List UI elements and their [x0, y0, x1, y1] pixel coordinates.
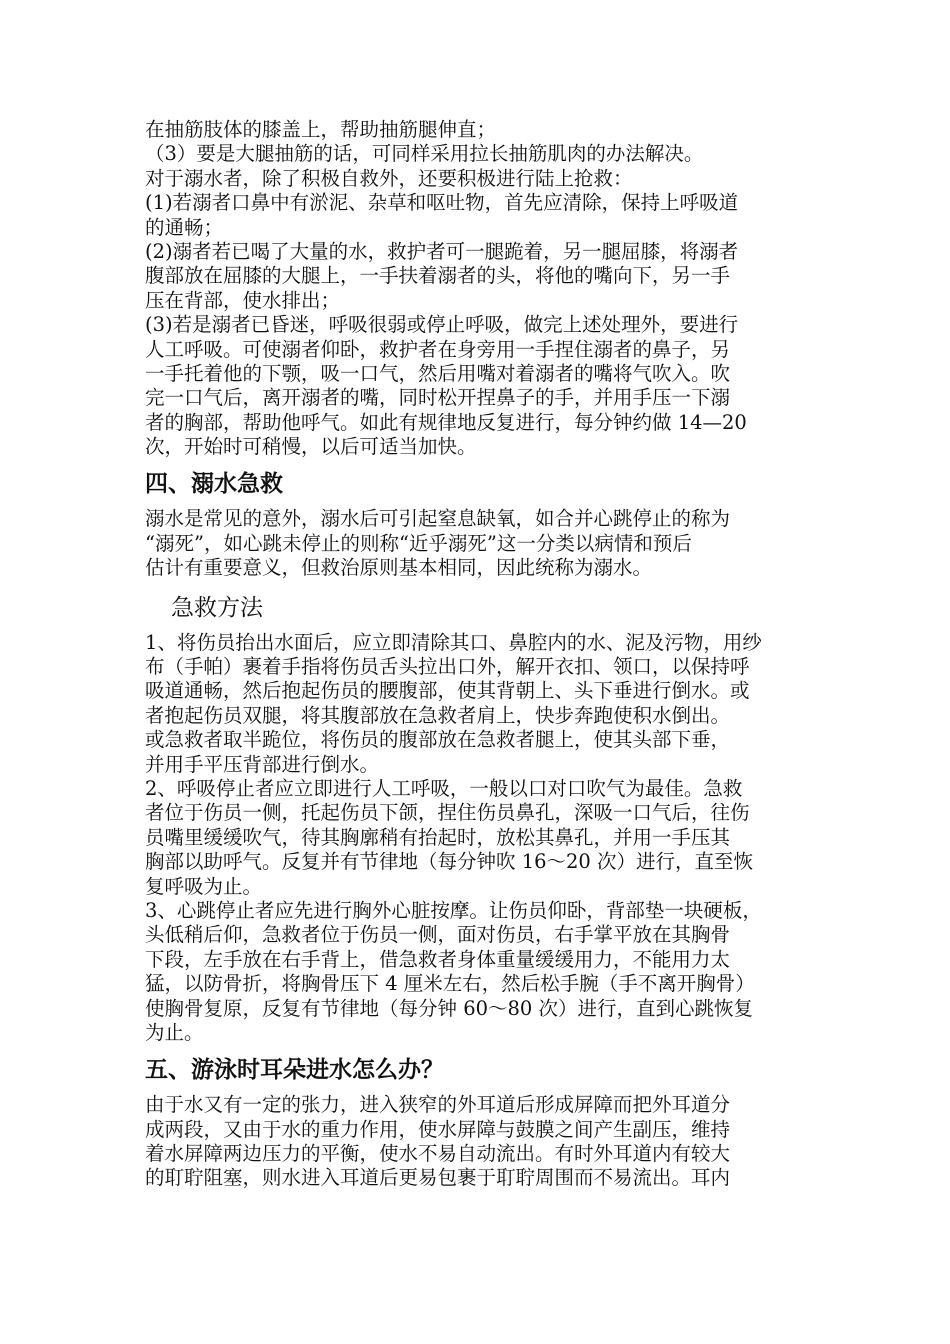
text-line: 并用手平压背部进行倒水。	[145, 752, 380, 776]
text-line: 着水屏障两边压力的平衡，使水不易自动流出。有时外耳道内有较大	[145, 1142, 731, 1166]
text-line: 使胸骨复原，反复有节律地（每分钟 60～80 次）进行，直到心跳恢复	[145, 996, 754, 1020]
text-line: 压在背部，使水排出；	[145, 288, 341, 312]
text-line: 吸道通畅，然后抱起伤员的腰腹部，使其背朝上、头下垂进行倒水。或	[145, 679, 750, 703]
text-line: 对于溺水者，除了积极自救外，还要积极进行陆上抢救：	[145, 166, 633, 190]
text-line: “溺死”，如心跳未停止的则称“近乎溺死”这一分类以病情和预后	[145, 531, 692, 555]
text-line: 1、将伤员抬出水面后，应立即清除其口、鼻腔内的水、泥及污物，用纱	[145, 630, 762, 654]
text-line: 一手托着他的下颚，吸一口气，然后用嘴对着溺者的嘴将气吹入。吹	[145, 361, 731, 385]
text-line: 或急救者取半跪位，将伤员的腹部放在急救者腿上，使其头部下垂，	[145, 728, 731, 752]
text-line: (2)溺者若已喝了大量的水，救护者可一腿跪着，另一腿屈膝，将溺者	[145, 239, 739, 263]
text-line: 头低稍后仰，急救者位于伤员一侧，面对伤员，右手掌平放在其胸骨	[145, 923, 731, 947]
text-line: 的通畅；	[145, 215, 224, 239]
text-line: 2、呼吸停止者应立即进行人工呼吸，一般以口对口吹气为最佳。急救	[145, 776, 743, 800]
text-line: 者位于伤员一侧，托起伤员下颌，捏住伤员鼻孔，深吸一口气后，往伤	[145, 801, 750, 825]
document-page	[145, 118, 815, 1191]
text-line: 成两段，又由于水的重力作用，使水屏障与鼓膜之间产生副压，维持	[145, 1117, 731, 1141]
text-line: 布（手帕）裹着手指将伤员舌头拉出口外，解开衣扣、领口，以保持呼	[145, 655, 750, 679]
text-line: 腹部放在屈膝的大腿上，一手扶着溺者的头，将他的嘴向下，另一手	[145, 264, 731, 288]
section-heading-ear-water: 五、游泳时耳朵进水怎么办？	[145, 1057, 444, 1084]
text-line: (3)若是溺者已昏迷，呼吸很弱或停止呼吸，做完上述处理外，要进行	[145, 313, 739, 337]
text-line: 下段，左手放在右手背上，借急救者身体重量缓缓用力，不能用力太	[145, 947, 731, 971]
text-line: 者的胸部，帮助他呼气。如此有规律地反复进行，每分钟约做 14—20	[145, 410, 747, 434]
section-heading-drowning-first-aid: 四、溺水急救	[145, 471, 283, 498]
first-aid-methods-list	[145, 631, 815, 1046]
text-line: （3）要是大腿抽筋的话，可同样采用拉长抽筋肌肉的办法解决。	[145, 142, 704, 166]
text-line: 猛，以防骨折，将胸骨压下 4 厘米左右，然后松手腕（手不离开胸骨）	[145, 972, 755, 996]
text-line: (1)若溺者口鼻中有淤泥、杂草和呕吐物，首先应清除，保持上呼吸道	[145, 191, 739, 215]
text-line: 估计有重要意义，但救治原则基本相同，因此统称为溺水。	[145, 556, 653, 580]
text-line: 由于水又有一定的张力，进入狭窄的外耳道后形成屏障而把外耳道分	[145, 1093, 731, 1117]
text-line: 为止。	[145, 1020, 204, 1044]
subsection-heading-first-aid-methods: 急救方法	[171, 594, 263, 621]
text-line: 的耵聍阻塞，则水进入耳道后更易包裹于耵聍周围而不易流出。耳内	[145, 1166, 731, 1190]
text-line: 在抽筋肢体的膝盖上，帮助抽筋腿伸直；	[145, 118, 497, 141]
text-line: 胸部以助呼气。反复并有节律地（每分钟吹 16～20 次）进行，直至恢	[145, 850, 754, 874]
ear-water-paragraph	[145, 1093, 815, 1191]
text-line: 员嘴里缓缓吹气，待其胸廓稍有抬起时，放松其鼻孔，并用一手压其	[145, 825, 731, 849]
text-line: 完一口气后，离开溺者的嘴，同时松开捏鼻子的手，并用手压一下溺	[145, 386, 731, 410]
text-line: 复呼吸为止。	[145, 874, 263, 898]
drowning-intro-paragraph	[145, 507, 815, 580]
text-line: 者抱起伤员双腿，将其腹部放在急救者肩上，快步奔跑使积水倒出。	[145, 703, 731, 727]
text-line: 3、心跳停止者应先进行胸外心脏按摩。让伤员仰卧，背部垫一块硬板，	[145, 898, 762, 922]
text-line: 次，开始时可稍慢，以后可适当加快。	[145, 435, 477, 459]
text-line: 人工呼吸。可使溺者仰卧，救护者在身旁用一手捏住溺者的鼻子，另	[145, 337, 731, 361]
intro-paragraphs	[145, 118, 815, 459]
text-line: 溺水是常见的意外，溺水后可引起窒息缺氧，如合并心跳停止的称为	[145, 507, 731, 531]
